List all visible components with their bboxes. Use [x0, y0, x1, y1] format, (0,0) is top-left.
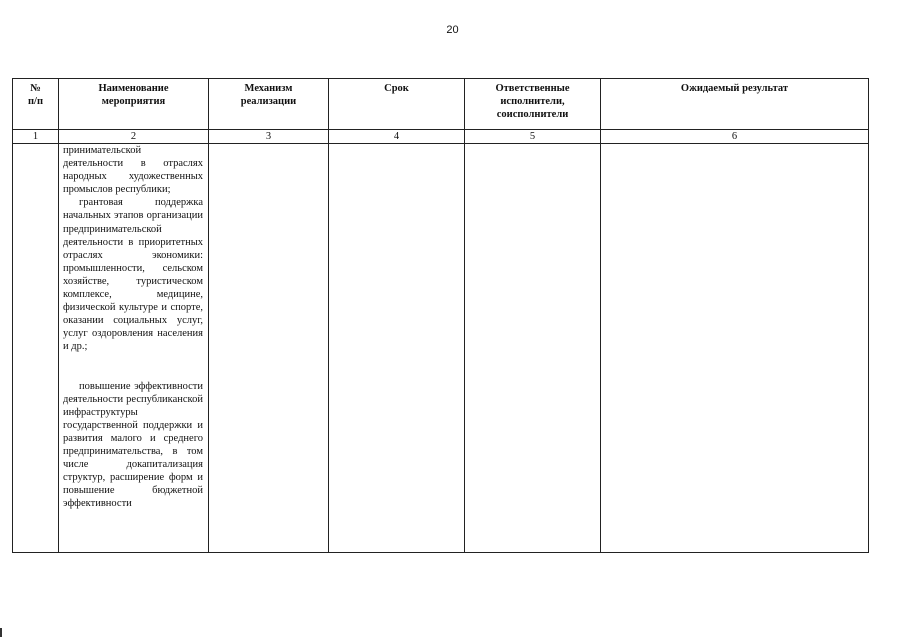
column-number: 5: [465, 130, 601, 144]
header-mechanism: Механизм реализации: [209, 79, 329, 130]
table-header-row: [13, 79, 869, 130]
expected-result-cell: [601, 144, 869, 553]
table-row: [13, 144, 869, 553]
column-number: 3: [209, 130, 329, 144]
column-number: 2: [59, 130, 209, 144]
header-number: № п/п: [13, 79, 59, 130]
header-expected-result: Ожидаемый результат: [601, 79, 869, 130]
activities-table: [12, 78, 869, 553]
activity-text: [59, 144, 208, 510]
column-number-row: [13, 130, 869, 144]
page-number: 20: [446, 24, 459, 36]
activity-cell: [59, 144, 209, 553]
column-number: 1: [13, 130, 59, 144]
column-number: 4: [329, 130, 465, 144]
scan-edge-mark: [0, 628, 2, 637]
column-number: 6: [601, 130, 869, 144]
mechanism-cell: [209, 144, 329, 553]
activity-paragraph: грантовая поддержка начальных этапов организации предпринимательской деятельности в приоритетных отраслях экономики: промышленности, сельском хозяйстве, туристическом комплексе, медицине, физической культуре и спорте, оказании социальных услуг, услуг оздоровления населения и др.;: [63, 197, 203, 353]
number-cell: [13, 144, 59, 553]
header-activity-name: Наименование мероприятия: [59, 79, 209, 130]
responsible-cell: [465, 144, 601, 553]
deadline-cell: [329, 144, 465, 553]
header-deadline: Срок: [329, 79, 465, 130]
activity-paragraph: принимательской деятельности в отраслях народных художественных промыслов республики;: [63, 145, 203, 196]
header-responsible: Ответственные исполнители, соисполнители: [465, 79, 601, 130]
activity-paragraph: повышение эффективности деятельности республиканской инфраструктуры государственной поддержки и развития малого и среднего предпринимательства, в том числе докапитализация структур, расширение форм и повышение бюджетной эффективности: [63, 380, 203, 510]
